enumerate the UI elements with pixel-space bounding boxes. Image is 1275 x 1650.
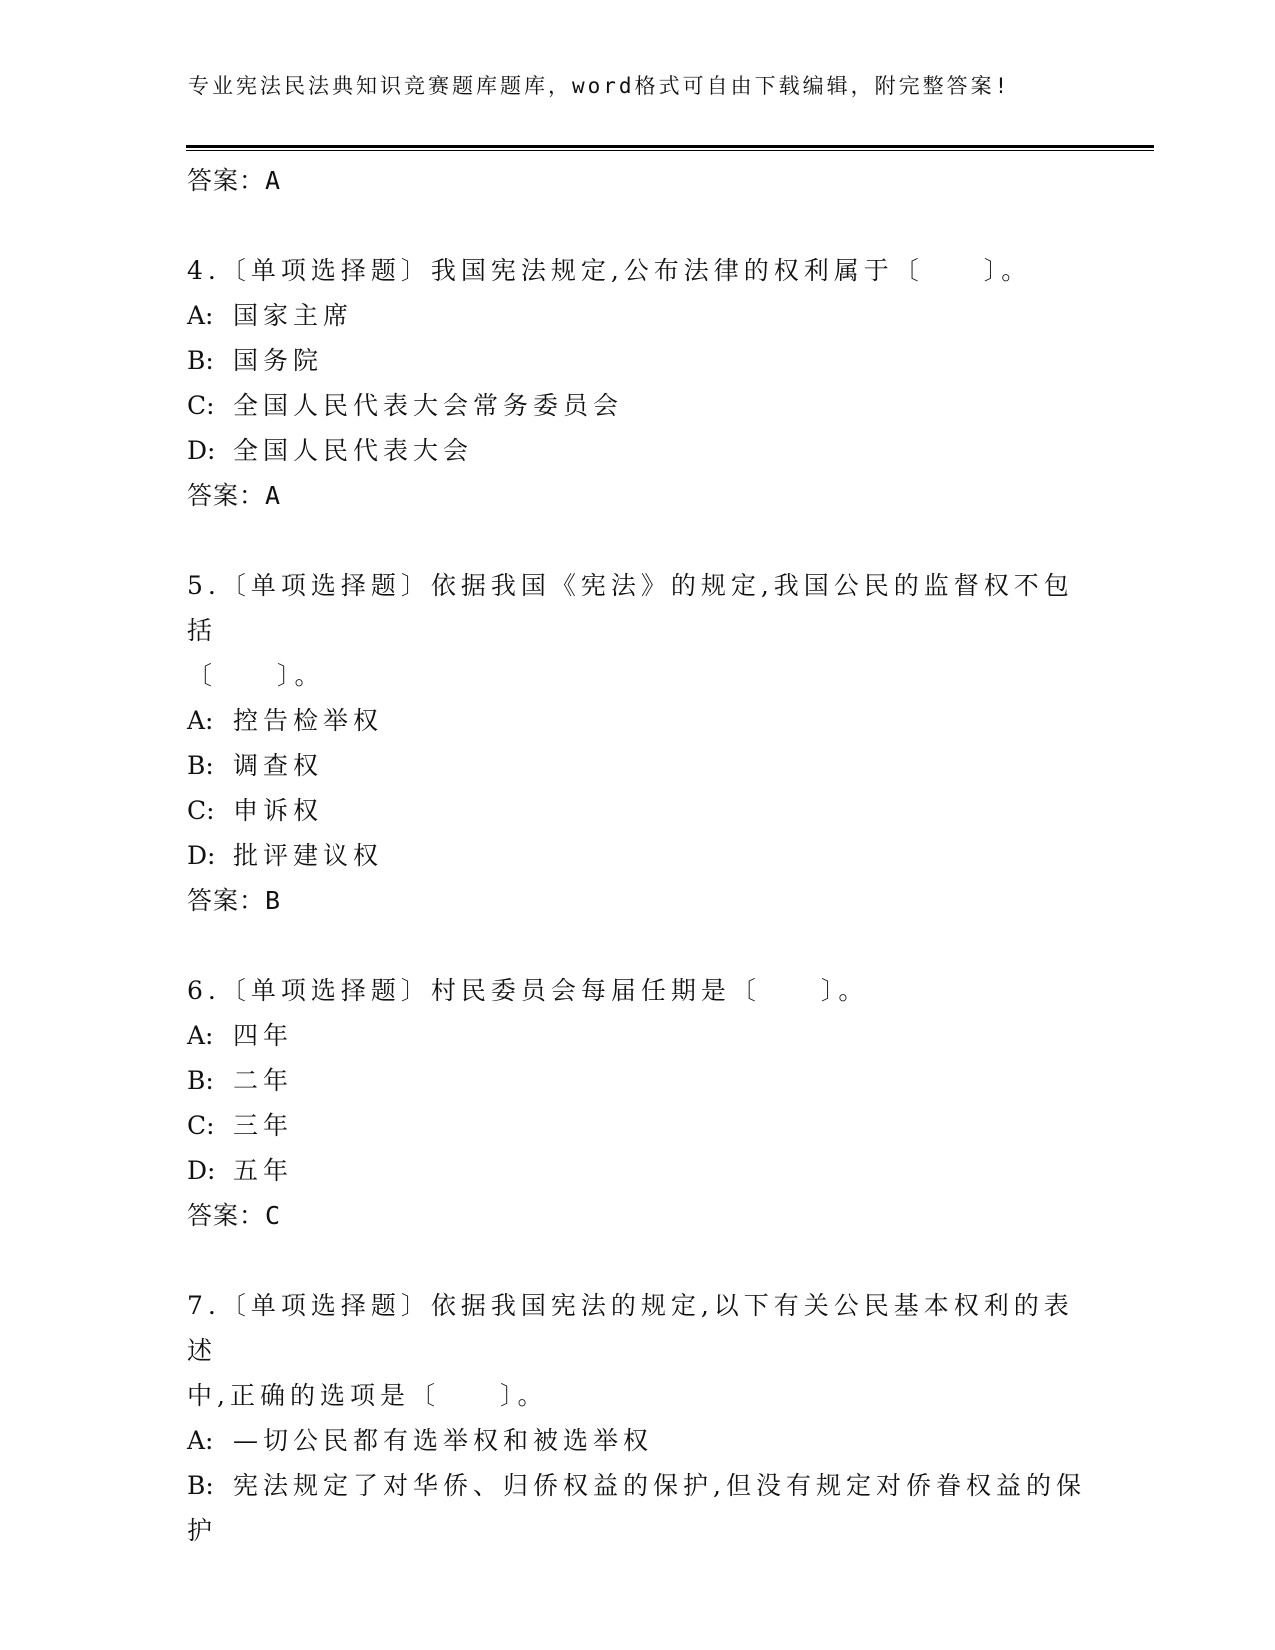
option-text: 国家主席 (233, 301, 354, 330)
option-text: 全国人民代表大会 (233, 436, 474, 465)
option-key: C: (187, 796, 215, 825)
answer-value: B (265, 886, 282, 915)
option-text: 全国人民代表大会常务委员会 (233, 391, 624, 420)
option-text: 二年 (233, 1066, 294, 1095)
option-c (187, 383, 1087, 428)
option-a (187, 293, 1087, 338)
question-stem-cont: 〔 〕。 (187, 661, 325, 690)
option-text: 申诉权 (233, 796, 324, 825)
question-list (187, 158, 1087, 1553)
question-stem: 7.〔单项选择题〕依据我国宪法的规定,以下有关公民基本权利的表述 (187, 1291, 1074, 1365)
option-text: 五年 (233, 1156, 294, 1185)
option-d (187, 833, 1087, 878)
question-stem-cont: 中,正确的选项是〔 〕。 (187, 1381, 548, 1410)
answer-line (187, 473, 1087, 519)
question-block (187, 563, 1087, 924)
answer-value: C (265, 1201, 282, 1230)
question-stem: 5.〔单项选择题〕依据我国《宪法》的规定,我国公民的监督权不包括 (187, 571, 1074, 645)
question-block (187, 968, 1087, 1239)
option-text: 调查权 (233, 751, 324, 780)
option-text: —切公民都有选举权和被选举权 (233, 1426, 654, 1455)
question-block (187, 248, 1087, 519)
option-text: 宪法规定了对华侨、归侨权益的保护,但没有规定对侨眷权益的保 (233, 1471, 1086, 1500)
option-key: B: (187, 1066, 214, 1095)
option-b (187, 338, 1087, 383)
option-d (187, 1148, 1087, 1193)
option-text: 四年 (233, 1021, 294, 1050)
option-c (187, 1103, 1087, 1148)
question-block (187, 1283, 1087, 1553)
option-key: B: (187, 751, 214, 780)
option-key: D: (187, 436, 216, 465)
option-key: D: (187, 1156, 216, 1185)
option-b (187, 1058, 1087, 1103)
answer-label: 答案： (187, 886, 266, 915)
option-key: A: (187, 301, 214, 330)
header-rule-thin (186, 150, 1154, 151)
question-stem: 4.〔单项选择题〕我国宪法规定,公布法律的权利属于〔 〕。 (187, 256, 1032, 285)
document-header: 专业宪法民法典知识竞赛题库题库，word格式可自由下载编辑，附完整答案! (188, 74, 1011, 98)
option-key: A: (187, 1426, 214, 1455)
option-key: B: (187, 346, 214, 375)
answer-label: 答案： (187, 166, 266, 195)
question-stem: 6.〔单项选择题〕村民委员会每届任期是〔 〕。 (187, 976, 869, 1005)
option-text: 批评建议权 (233, 841, 384, 870)
option-a (187, 1418, 1087, 1463)
option-d (187, 428, 1087, 473)
answer-label: 答案： (187, 481, 266, 510)
option-text: 三年 (233, 1111, 294, 1140)
option-key: A: (187, 1021, 214, 1050)
option-key: B: (187, 1471, 214, 1500)
header-rule-thick (186, 145, 1154, 148)
option-c (187, 788, 1087, 833)
option-a (187, 698, 1087, 743)
option-b (187, 743, 1087, 788)
option-key: A: (187, 706, 214, 735)
answer-value: A (265, 166, 282, 195)
answer-label: 答案： (187, 1201, 266, 1230)
answer-line (187, 1193, 1087, 1239)
option-key: D: (187, 841, 216, 870)
answer-value: A (265, 481, 282, 510)
answer-line (187, 878, 1087, 924)
option-text: 控告检举权 (233, 706, 384, 735)
option-b-cont: 护 (187, 1516, 218, 1545)
answer-line (187, 158, 1087, 204)
option-b (187, 1463, 1087, 1508)
option-key: C: (187, 1111, 215, 1140)
option-text: 国务院 (233, 346, 324, 375)
option-a (187, 1013, 1087, 1058)
option-key: C: (187, 391, 215, 420)
